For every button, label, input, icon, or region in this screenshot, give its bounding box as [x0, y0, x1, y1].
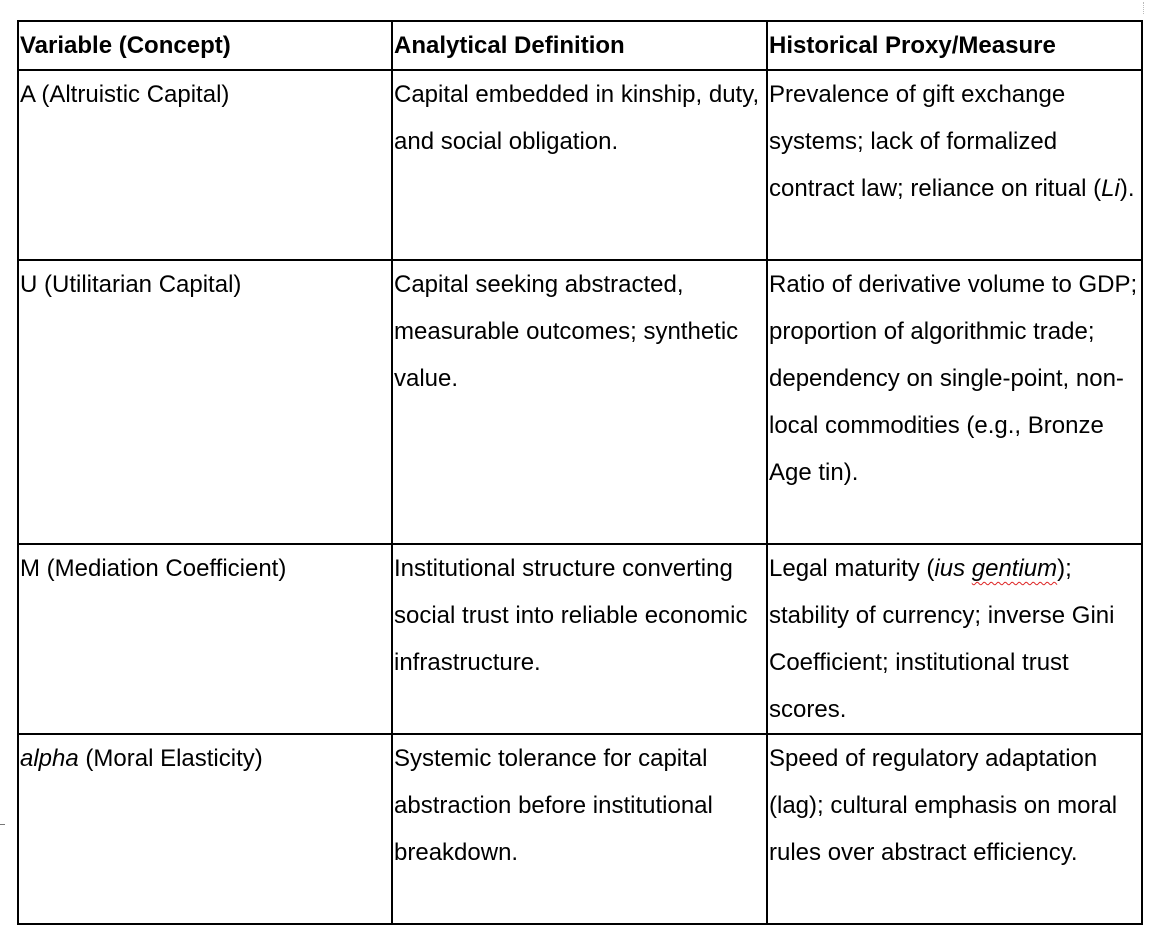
cell-proxy: Speed of regulatory adaptation (lag); cultural emphasis on moral rules over abstract efficiency.: [767, 734, 1142, 924]
proxy-italic-term: Li: [1101, 175, 1120, 202]
proxy-text: Prevalence of gift exchange systems; lack of formalized contract law; reliance on ritual (: [769, 81, 1102, 202]
header-variable: Variable (Concept): [18, 21, 392, 70]
page-corner-marker: [1143, 2, 1150, 14]
variables-table-container: [17, 20, 1143, 925]
cell-definition: Capital seeking abstracted, measurable outcomes; synthetic value.: [392, 260, 767, 544]
proxy-text: Legal maturity (: [769, 555, 935, 582]
table-row: [18, 544, 1142, 734]
table-row: [18, 260, 1142, 544]
cell-variable: M (Mediation Coefficient): [18, 544, 392, 734]
table-header-row: [18, 21, 1142, 70]
variable-label: (Moral Elasticity): [78, 745, 263, 772]
cell-proxy: [767, 544, 1142, 734]
table-row: [18, 734, 1142, 924]
variables-table: [17, 20, 1143, 925]
cell-proxy: [767, 70, 1142, 260]
proxy-italic-term: ius: [934, 555, 966, 582]
header-proxy: Historical Proxy/Measure: [767, 21, 1142, 70]
cell-variable: A (Altruistic Capital): [18, 70, 392, 260]
proxy-text-end: ); stability of currency; inverse Gini Coefficient; institutional trust scores.: [769, 555, 1115, 723]
cell-definition: Institutional structure converting social trust into reliable economic infrastructure.: [392, 544, 767, 734]
cell-proxy: Ratio of derivative volume to GDP; proportion of algorithmic trade; dependency on single-point, non-local commodities (e.g., Bronze Age tin).: [767, 260, 1142, 544]
header-definition: Analytical Definition: [392, 21, 767, 70]
margin-marker: [0, 824, 5, 825]
cell-variable: [18, 734, 392, 924]
cell-definition: Capital embedded in kinship, duty, and social obligation.: [392, 70, 767, 260]
cell-variable: U (Utilitarian Capital): [18, 260, 392, 544]
cell-definition: Systemic tolerance for capital abstraction before institutional breakdown.: [392, 734, 767, 924]
proxy-text-end: ).: [1119, 175, 1135, 202]
variable-italic-symbol: alpha: [20, 745, 79, 772]
table-row: [18, 70, 1142, 260]
spellcheck-underlined-term[interactable]: gentium: [971, 555, 1058, 582]
